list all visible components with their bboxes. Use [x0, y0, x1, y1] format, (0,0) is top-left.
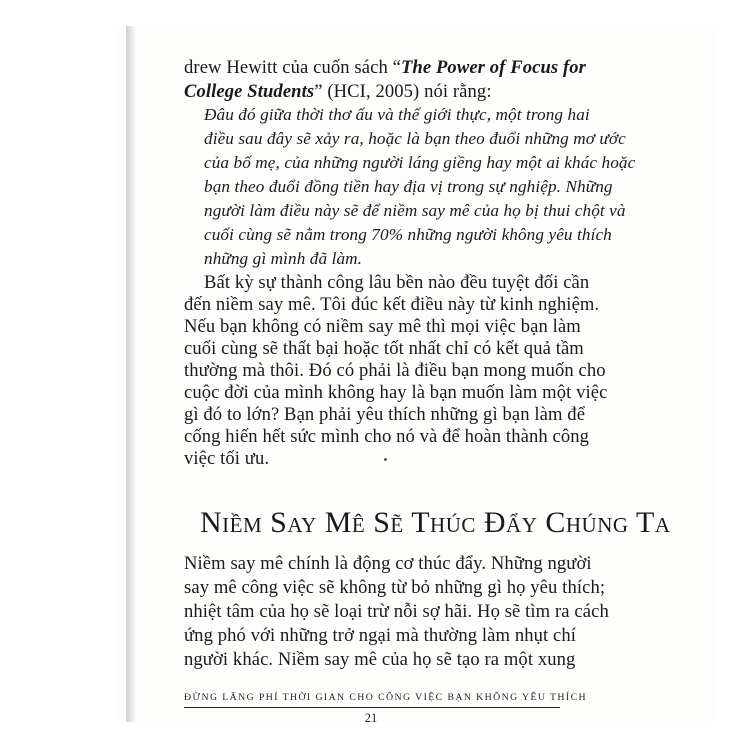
quote-line: Đâu đó giữa thời thơ ấu và thế giới thực, một trong hai [204, 105, 590, 124]
paragraph-line: đến niềm say mê. Tôi đúc kết điều này từ kinh nghiệm. [184, 294, 600, 315]
paragraph-line: gì đó to lớn? Bạn phải yêu thích những gì bạn làm để [184, 404, 586, 425]
footer-rule [184, 707, 560, 708]
paragraph-line: cống hiến hết sức mình cho nó và để hoàn thành công [184, 426, 590, 447]
page-number: 21 [364, 711, 378, 725]
paragraph-line: Bất kỳ sự thành công lâu bền nào đều tuyệt đối cần [204, 272, 590, 293]
print-speck [384, 458, 387, 461]
section-heading: Niềm Say Mê Sẽ Thúc Đẩy Chúng Ta [200, 506, 671, 539]
intro-line-1 [184, 55, 587, 81]
quote-line: của bố mẹ, của những người láng giềng hay một ai khác hoặc [204, 153, 636, 172]
quote-line: cuối cùng sẽ nằm trong 70% những người không yêu thích [204, 225, 612, 244]
intro-text-end: ” (HCI, 2005) nói rằng: [314, 81, 492, 102]
paragraph-line: Nếu bạn không có niềm say mê thì mọi việc bạn làm [184, 316, 581, 337]
quote-line: bạn theo đuổi đồng tiền hay địa vị trong sự nghiệp. Những [204, 177, 613, 196]
gutter-shadow [126, 26, 136, 722]
quote-line: những gì mình đã làm. [204, 249, 363, 268]
paragraph-line: người khác. Niềm say mê của họ sẽ tạo ra một xung [184, 649, 576, 670]
paragraph-line: say mê công việc sẽ không từ bỏ những gì họ yêu thích; [184, 577, 606, 598]
paragraph-line: việc tối ưu. [184, 448, 270, 469]
book-title-part1: The Power of Focus for [400, 57, 587, 78]
intro-text: drew Hewitt của cuốn sách “ [184, 57, 401, 78]
paragraph-line: thường mà thôi. Đó có phải là điều bạn mong muốn cho [184, 360, 606, 381]
quote-line: điều sau đây sẽ xảy ra, hoặc là bạn theo đuổi những mơ ước [204, 129, 626, 148]
quote-line: người làm điều này sẽ để niềm say mê của họ bị thui chột và [204, 201, 626, 220]
paragraph-line: cuộc đời của mình không hay là bạn muốn làm một việc [184, 382, 608, 403]
paragraph-line: cuối cùng sẽ thất bại hoặc tốt nhất chỉ có kết quả tầm [184, 338, 584, 359]
paragraph-line: nhiệt tâm của họ sẽ loại trừ nỗi sợ hãi. Họ sẽ tìm ra cách [184, 601, 609, 622]
paragraph-line: Niềm say mê chính là động cơ thúc đẩy. Những người [184, 553, 592, 574]
running-footer-title: ĐỪNG LÃNG PHÍ THỜI GIAN CHO CÔNG VIỆC BẠN KHÔNG YÊU THÍCH [184, 692, 587, 703]
book-title-part2: College Students [184, 81, 315, 102]
paragraph-line: ứng phó với những trở ngại mà thường làm nhụt chí [184, 625, 577, 646]
